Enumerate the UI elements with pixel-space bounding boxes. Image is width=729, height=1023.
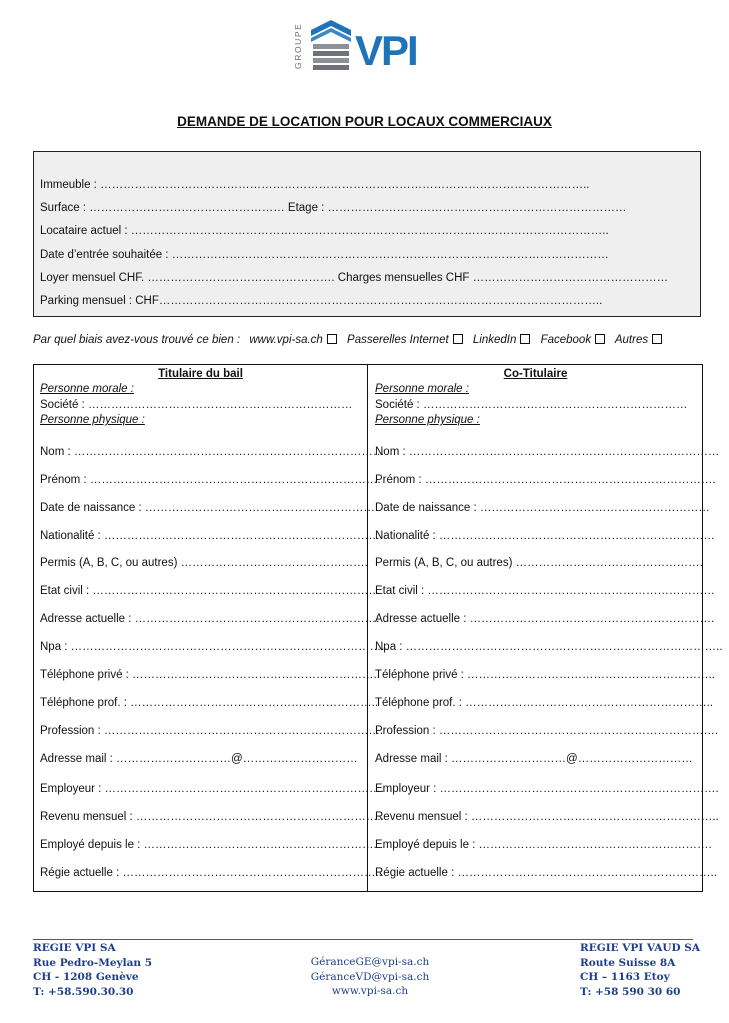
source-option-website[interactable]: www.vpi-sa.ch (249, 334, 337, 346)
personne-physique-label: Personne physique : (40, 414, 145, 426)
right-field-10[interactable]: Profession : ………………………………………………………………. (375, 725, 719, 737)
right-field-15[interactable]: Régie actuelle : ………………………………………………………….. (375, 867, 717, 879)
right-field-8[interactable]: Téléphone privé : ……………………………………………………….. (375, 669, 715, 681)
checkbox-icon[interactable] (327, 334, 337, 344)
left-field-4[interactable]: Permis (A, B, C, ou autres) …………………………………………. (40, 557, 368, 569)
left-field-14[interactable]: Employé depuis le : ……………………………………………………. (40, 839, 377, 851)
left-field-9[interactable]: Téléphone prof. : ……………………………………………………….. (40, 697, 379, 709)
logo-groupe-text: GROUPE (293, 22, 303, 70)
footer-company: REGIE VPI VAUD SA (580, 942, 701, 954)
left-field-15[interactable]: Régie actuelle : ………………………………………………………….. (40, 867, 382, 879)
checkbox-icon[interactable] (520, 334, 530, 344)
right-field-5[interactable]: Etat civil : ………………………………………………………………… (375, 585, 715, 597)
cotitulaire-heading: Co-Titulaire (503, 368, 568, 380)
left-field-6[interactable]: Adresse actuelle : ………………………………………………………. (40, 613, 380, 625)
right-field-12[interactable]: Employeur : ………………………………………………………………. (375, 783, 719, 795)
footer-email-vd[interactable]: GéranceVD@vpi-sa.ch (310, 970, 430, 983)
footer-city: CH – 1163 Etoy (580, 971, 670, 983)
right-field-6[interactable]: Adresse actuelle : ………………………………………………………. (375, 613, 715, 625)
footer-website[interactable]: www.vpi-sa.ch (331, 985, 409, 997)
footer-city: CH - 1208 Genève (33, 971, 139, 983)
source-option-passerelles[interactable]: Passerelles Internet (347, 334, 463, 346)
left-field-8[interactable]: Téléphone privé : ……………………………………………………….. (40, 669, 380, 681)
right-field-14[interactable]: Employé depuis le : ……………………………………………………. (375, 839, 712, 851)
parking-field[interactable]: Parking mensuel : CHF…………………………………………………………………………………………………….. (40, 295, 603, 307)
right-field-3[interactable]: Nationalité : ……………………………………………………………… (375, 530, 715, 542)
titulaire-heading: Titulaire du bail (158, 368, 243, 380)
logo-brand: VPI (355, 27, 417, 74)
date-entree-field[interactable]: Date d’entrée souhaitée : …………………………………………………………………………………………………… (40, 249, 609, 261)
titulaire-column (34, 365, 388, 891)
footer-email-ge[interactable]: GéranceGE@vpi-sa.ch (310, 956, 430, 968)
societe-field[interactable]: Société : …………………………………………………………… (40, 399, 353, 411)
cotitulaire-column (369, 365, 723, 891)
left-field-2[interactable]: Date de naissance : …………………………………………………… (40, 502, 375, 514)
building-icon (309, 18, 353, 74)
right-field-11[interactable]: Adresse mail : …………………………@………………………… (375, 753, 693, 765)
source-option-facebook[interactable]: Facebook (541, 334, 606, 346)
left-field-0[interactable]: Nom : ……………………………………………………………………… (40, 446, 385, 458)
loyer-charges-field[interactable]: Loyer mensuel CHF. …………………………………………. Charges mensuelles CHF …………………………………………… (40, 272, 669, 284)
right-field-0[interactable]: Nom : ……………………………………………………………………… (375, 446, 720, 458)
right-field-9[interactable]: Téléphone prof. : ……………………………………………………….. (375, 697, 714, 709)
right-field-4[interactable]: Permis (A, B, C, ou autres) …………………………………………. (375, 557, 703, 569)
checkbox-icon[interactable] (652, 334, 662, 344)
right-field-2[interactable]: Date de naissance : …………………………………………………… (375, 502, 710, 514)
left-field-5[interactable]: Etat civil : ………………………………………………………………… (40, 585, 380, 597)
footer-phone: T: +58 590 30 60 (580, 985, 681, 998)
right-field-13[interactable]: Revenu mensuel : ……………………………………………………….. (375, 811, 719, 823)
footer-rule (33, 939, 693, 940)
source-option-linkedin[interactable]: LinkedIn (473, 334, 530, 346)
company-logo (293, 18, 443, 78)
footer-company: REGIE VPI SA (33, 942, 116, 954)
footer-contact (280, 955, 460, 999)
personne-morale-label: Personne morale : (375, 383, 469, 395)
footer-street: Rue Pedro-Meylan 5 (33, 956, 153, 969)
left-field-7[interactable]: Npa : ……………………………………………………………………….. (40, 641, 388, 653)
left-field-10[interactable]: Profession : ………………………………………………………………. (40, 725, 384, 737)
locataire-actuel-field[interactable]: Locataire actuel : …………………………………………………………………………………………………………….. (40, 225, 609, 237)
personne-morale-label: Personne morale : (40, 383, 134, 395)
document-title: DEMANDE DE LOCATION POUR LOCAUX COMMERCIAUX (177, 114, 552, 129)
property-info-box (33, 151, 701, 317)
surface-etage-field[interactable]: Surface : …………………………………………… Etage : …………………………………………………………………… (40, 202, 627, 214)
source-question: Par quel biais avez-vous trouvé ce bien : (33, 334, 241, 346)
left-field-3[interactable]: Nationalité : ……………………………………………………………… (40, 530, 380, 542)
left-field-1[interactable]: Prénom : …………………………………………………………………. (40, 474, 381, 486)
immeuble-field[interactable]: Immeuble : ……………………………………………………………………………………………………………….. (40, 179, 590, 191)
applicant-table (33, 364, 723, 892)
source-option-autres[interactable]: Autres (615, 334, 662, 346)
right-field-1[interactable]: Prénom : …………………………………………………………………. (375, 474, 716, 486)
societe-field[interactable]: Société : …………………………………………………………… (375, 399, 688, 411)
left-field-12[interactable]: Employeur : ………………………………………………………………. (40, 783, 384, 795)
footer-phone: T: +58.590.30.30 (33, 985, 134, 998)
source-question-row (33, 334, 669, 346)
checkbox-icon[interactable] (453, 334, 463, 344)
checkbox-icon[interactable] (595, 334, 605, 344)
right-field-7[interactable]: Npa : ……………………………………………………………………….. (375, 641, 723, 653)
footer-vaud (580, 941, 700, 999)
left-field-11[interactable]: Adresse mail : …………………………@………………………… (40, 753, 358, 765)
left-field-13[interactable]: Revenu mensuel : ……………………………………………………….. (40, 811, 384, 823)
footer-street: Route Suisse 8A (580, 956, 676, 969)
personne-physique-label: Personne physique : (375, 414, 480, 426)
footer-geneva (33, 941, 152, 999)
